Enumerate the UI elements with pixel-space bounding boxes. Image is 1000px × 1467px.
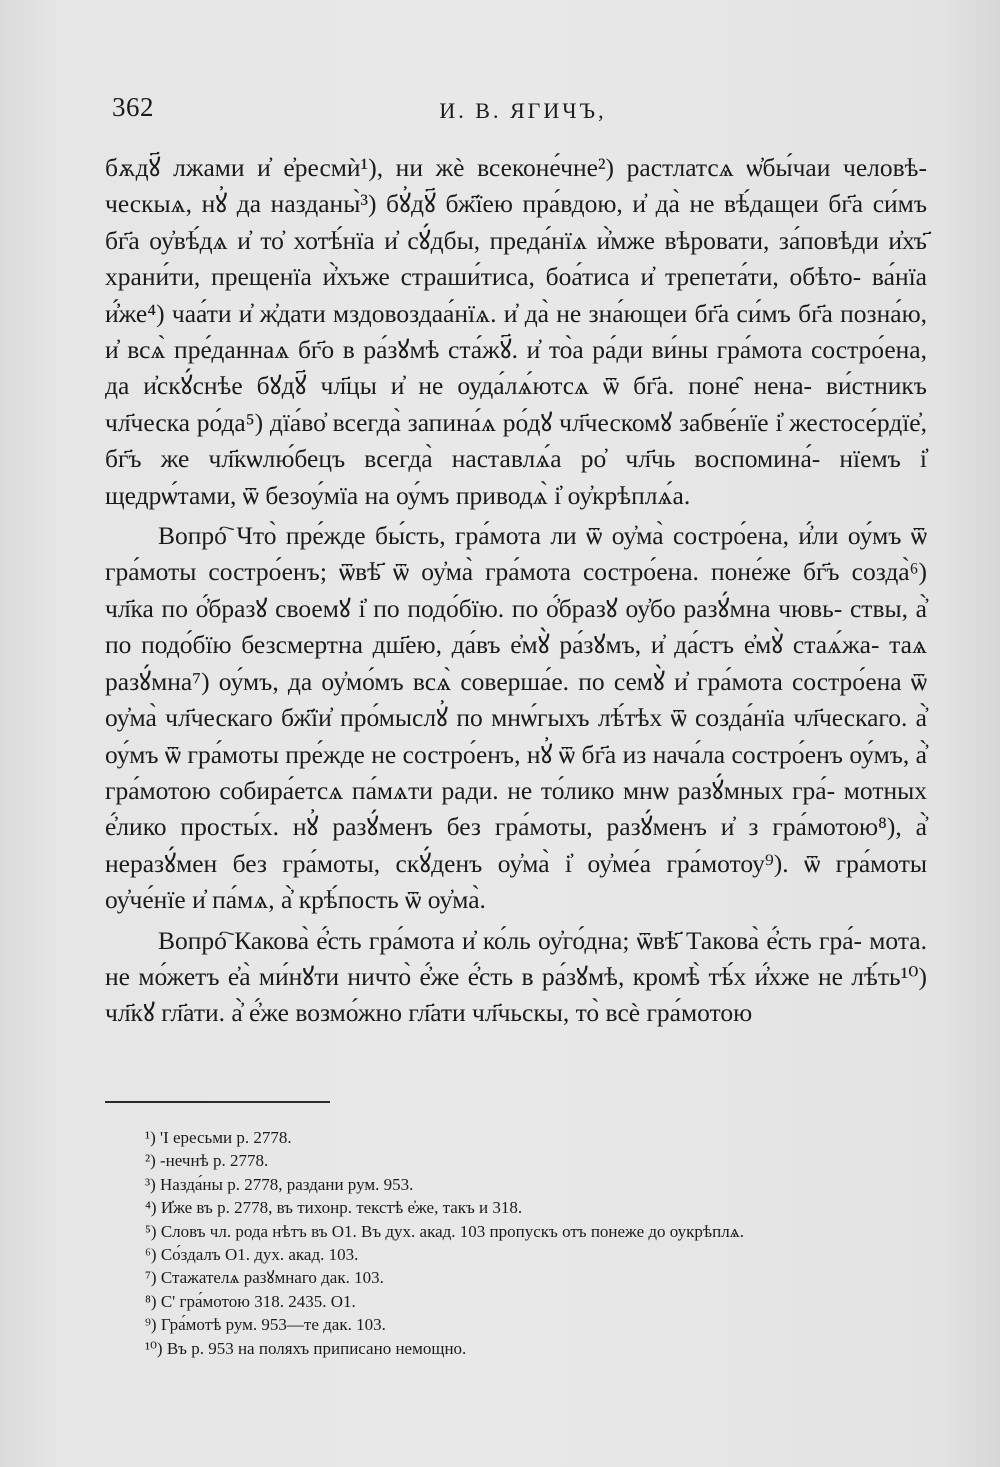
footnote-3: ³) Назда́ны р. 2778, раздани рум. 953. [145, 1174, 414, 1194]
footnote-9: ⁹) Гра́мотѣ рум. 953—те дак. 103. [145, 1315, 386, 1335]
paragraph-2: Вопро҇ Что̀ пре́жде бы́сть, гра́мота ли ѿ оу҆ма̀ состро́ена, и҆́ли оу́мъ ѿ гра́моты состро́енъ; ѿвѣ҃ ѿ оу҆ма̀ гра́мота состро́ена. поне́же бг҃ъ созда̀⁶) чл҃ка по о҆́бразꙋ своемꙋ і҆ по подо́бїю. по о҆́бразꙋ оу҆бо разꙋ́мна чювь- ствы, а҆̀ по подо́бїю безсмертна дш҃ею, да́въ е҆мꙋ̀ ра́зꙋмъ, и҆ да́стъ е҆мꙋ̀ стаѧ́жа- таѧ разꙋ́мна⁷) оу́мъ, да оу҆мо́мъ всѧ̀ соверша́е. по семꙋ̀ и҆ гра́мота состро́ена ѿ оу҆ма̀ чл҃ческаго бж҃їи҆ про́мыслꙋ҆ по мнѡ́гыхъ лѣ́тѣх ѿ созда́нїа чл҃ческаго. а҆̀ оу́мъ ѿ гра́моты пре́жде не состро́енъ, нꙋ҆ ѿ бг҃а из нача́ла состро́енъ оу́мъ, а҆̀ гра́мотою собира́етсѧ па́мѧти ради. не то́лико мнѡ разꙋ́мных гра́- мотных е҆́лико просты́х. нꙋ҆ разꙋ́менъ без гра́моты, разꙋ́менъ и҆ з гра́мотою⁸), а҆̀ неразꙋ́мен без гра́моты, скꙋ́денъ оу҆ма̀ і҆ оу҆ме́а гра́мотоу⁹). ѿ гра́моты оу҆че́нїе и҆ па́мѧ, а҆̀ крѣ́пость ѿ оу҆ма̀. [105, 521, 927, 915]
page-header [112, 88, 934, 128]
footnotes [145, 1126, 925, 1360]
footnote-6: ⁶) Со́здалъ О1. дух. акад. 103. [145, 1245, 359, 1265]
page-number: 362 [112, 92, 154, 122]
footnote-2: ²) -нечнѣ р. 2778. [145, 1151, 269, 1171]
paragraph-1: бѫдꙋ҃ лжами и҆ е҆ресмѝ¹), ни жѐ всеконе́чне²) растлатсѧ ѡ҆бы́чаи человѣ- ческыѧ, нꙋ҆ да назданы̀³) бꙋ҆дꙋ҃ бж҃їею пра́вдою, и҆ да̀ не вѣ́дащеи бг҃а си́мъ бг҃а оу҆вѣ́дѧ и҆ то҆ хотѣ́нїа и҆ сꙋ́дбы, преда́нїѧ и҆̀мже вѣровати, за́повѣди и҆хъ҃ храни́ти, прещенїа и҆̀хъже страши́тиса, боа́тиса и҆ трепета́ти, обѣто- ва́нїа и҆҆́же⁴) чаа́ти и҆ ж҆дати мздовоздаа́нїѧ. и҆ да̀ не зна́ющеи бг҃а си́мъ бг҃а позна́ю, и҆ всѧ̀ пре́даннаѧ бг҃о в ра́зꙋмѣ ста́жꙋ҃. и҆ то̀а ра́ди ви́ны гра́мота состро́ена, да и҆скꙋ́снѣе бꙋдꙋ҃ чл҃цы и҆ не оуда́лѧ́ютсѧ ѿ бг҃а. поне̑ нена- ви́стникъ чл҃ческа ро́да⁵) дїа́во҆ всегда̀ запина́ѧ ро́дꙋ чл҃ческомꙋ забве́нїе і҆ жестосе́рдїе҆, бг҃ъ же чл҃кѡлю́бецъ всегда̀ наставлѧ́а ро҆ чл҃чь воспомина́- нїемъ і҆ щедрѡ́тами, ѿ безоу́мїа на оу́мъ приводѧ̀ і҆ оу҆крѣплѧ́а. [105, 153, 927, 510]
footnote-divider [105, 1101, 330, 1103]
footnote-7: ⁷) Стажателѧ разꙋмнаго дак. 103. [145, 1268, 384, 1288]
footnote-8: ⁸) С' гра́мотою 318. 2435. О1. [145, 1291, 356, 1311]
running-title: И. В. ЯГИЧЪ, [439, 98, 607, 123]
footnote-5: ⁵) Словъ чл. рода нѣтъ въ О1. Въ дух. акад. 103 пропускъ отъ понеже до оукрѣплѧ. [145, 1221, 744, 1241]
footnote-1: ¹) 'І ересьми р. 2778. [145, 1128, 292, 1147]
paragraph-3: Вопро҇ Какова̀ е҆́сть гра́мота и҆ ко́ль оу҆го́дна; ѿвѣ҃ Такова̀ е҆́сть гра́- мота. не мо́жетъ е҆а̀ ми́нꙋти ничто̀ е҆́же е҆́сть в ра́зꙋмѣ, кромѣ̀ тѣ́х и҆́хже не лѣ́ть¹⁰) чл҃кꙋ гл҃ати. а҆̀ е҆́же возмо́жно гл҃ати чл҃чьскы, то̀ всѐ гра́мотою [105, 925, 927, 1028]
footnote-4: ⁴) И҆же въ р. 2778, въ тихонр. текстѣ е҆же, такъ и 318. [145, 1198, 523, 1218]
footnote-10: ¹⁰) Въ р. 953 на поляхъ приписано немощно. [145, 1338, 467, 1358]
body-text [105, 150, 927, 1032]
